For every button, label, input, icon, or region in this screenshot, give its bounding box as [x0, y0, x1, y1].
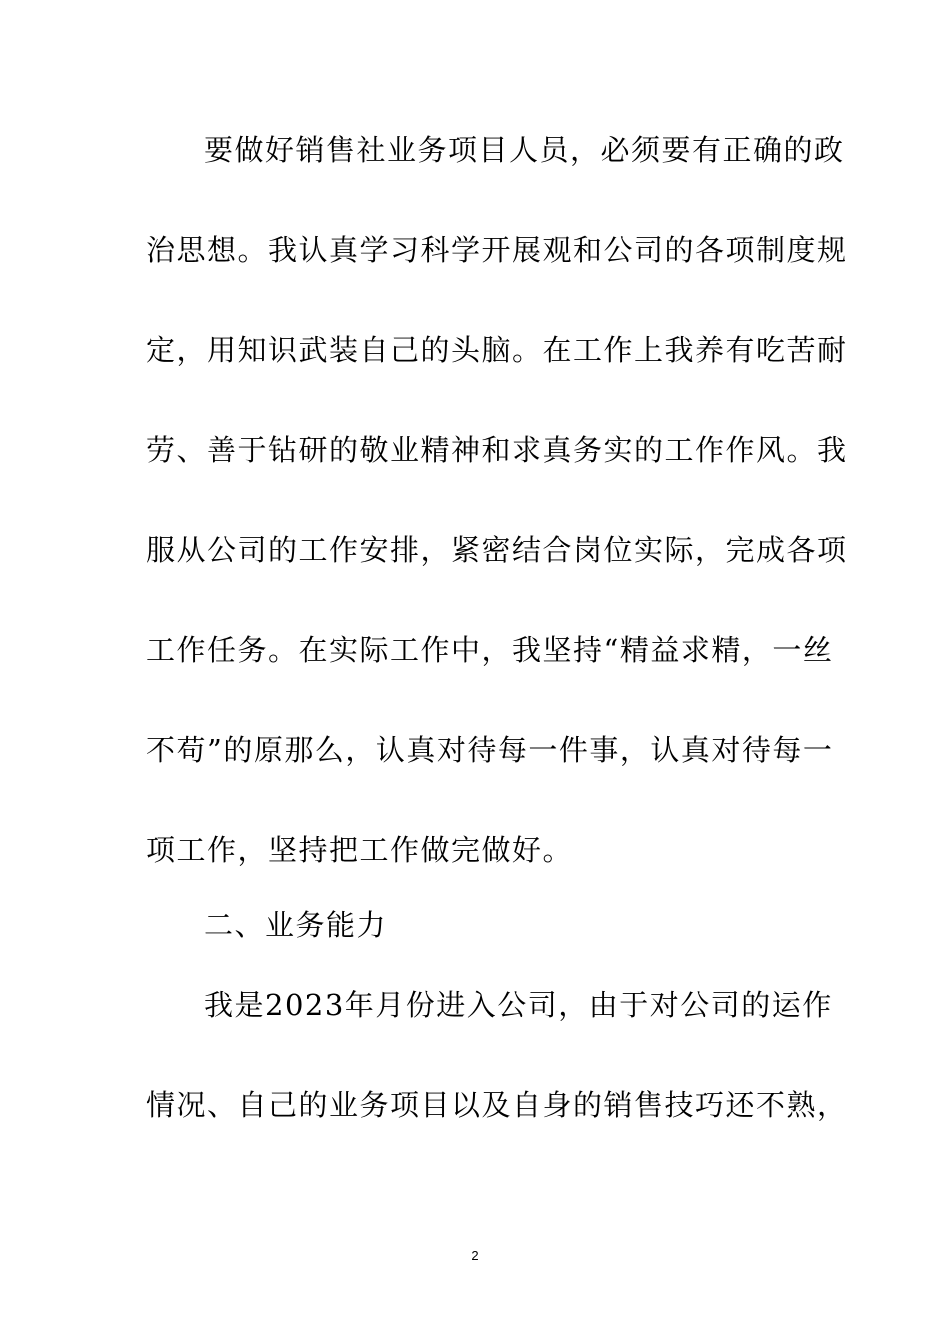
- body-text-line: 要做好销售社业务项目人员，必须要有正确的政: [204, 133, 845, 167]
- body-text-line: 劳、善于钻研的敬业精神和求真务实的工作作风。我: [146, 433, 848, 467]
- body-text-line: 工作任务。在实际工作中，我坚持“精益求精，一丝: [146, 633, 834, 667]
- section-heading: 二、业务能力: [204, 908, 388, 942]
- body-text-line: 治思想。我认真学习科学开展观和公司的各项制度规: [146, 233, 848, 267]
- body-text-line: 项工作，坚持把工作做完做好。: [146, 833, 574, 867]
- body-text-line: 我是2023年月份进入公司，由于对公司的运作: [204, 988, 833, 1022]
- body-text-line: 情况、自己的业务项目以及自身的销售技巧还不熟，: [146, 1088, 848, 1122]
- page-number: 2: [471, 1248, 479, 1263]
- body-text-line: 定，用知识武装自己的头脑。在工作上我养有吃苦耐: [146, 333, 848, 367]
- body-text-line: 服从公司的工作安排，紧密结合岗位实际，完成各项: [146, 533, 848, 567]
- body-text-line: 不苟”的原那么，认真对待每一件事，认真对待每一: [146, 733, 834, 767]
